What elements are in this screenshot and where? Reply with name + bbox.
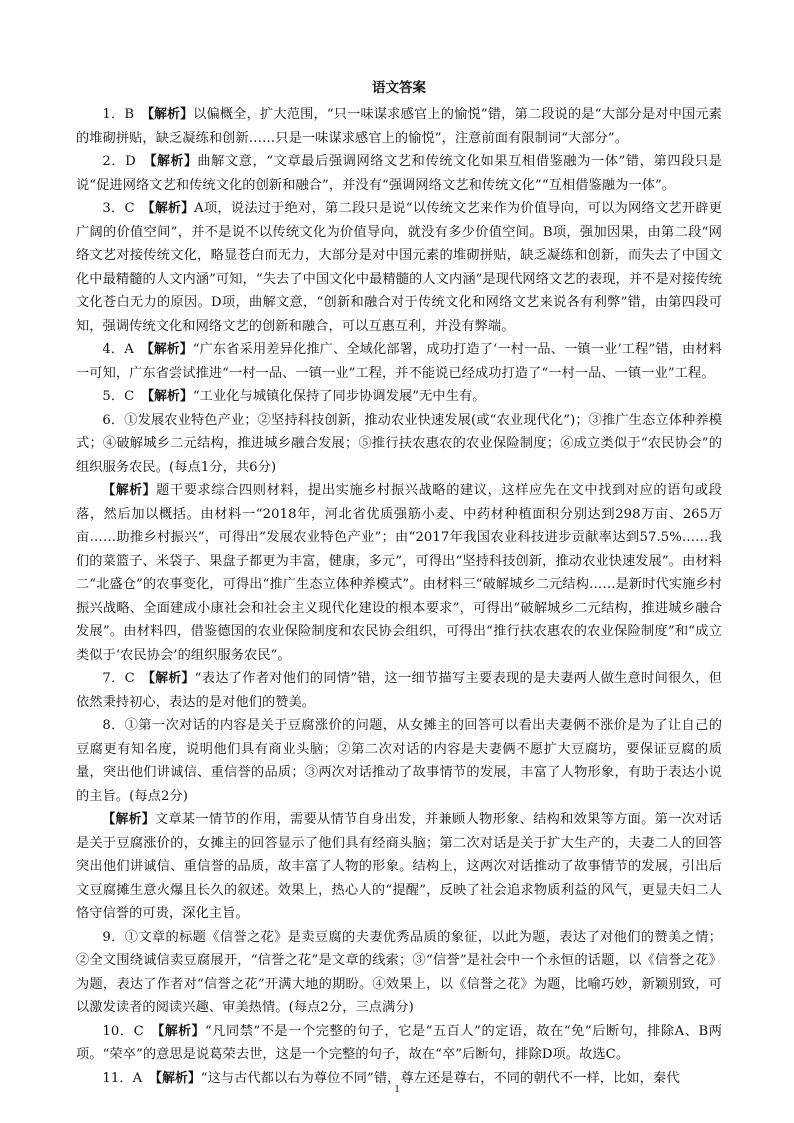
answer-paragraph	[76, 926, 722, 1020]
answer-text: ①文章的标题《信誉之花》是卖豆腐的夫妻优秀品质的象征，以此为题，表达了对他们的赞美之情；②全文围绕诚信卖豆腐展开，“信誉之花”是文章的线索；③“信誉”是社会中一个永恒的话题，以《信誉之花》为题，表达了作者对“信誉之花”开满大地的期盼。④效果上，以《信誉之花》为题，比喻巧妙，新颖别致，可以激发读者的阅读兴趣、审美热情。(每点2分，三点满分)	[76, 929, 722, 1015]
analysis-tag: 【解析】	[102, 483, 157, 498]
analysis-tag: 【解析】	[150, 154, 198, 169]
analysis-tag: 【解析】	[102, 812, 155, 827]
question-number: 6．	[102, 412, 125, 428]
document-page	[76, 78, 722, 1090]
answer-text: 题干要求综合四则材料，提出实施乡村振兴战略的建议，这样应先在文中找到对应的语句或段落，然后加以概括。由材料一“2018年，河北省优质强筋小麦、中药材种植面积分别达到298万亩、265万亩……助推乡村振兴”，可得出“发展农业特色产业”；由“2017年我国农业科技进步贡献率达到57.5%……我们的菜篮子、米袋子、果盘子都更为丰富，健康，多元”，可得出“坚持科技创新，推动农业快速发展”。由材料二“北盛仓”的农事变化，可得出“推广生态立体种养模式”。由材料三“破解城乡二元结构……是新时代实施乡村振兴战略、全面建成小康社会和社会主义现代化建设的根本要求”，可得出“破解城乡二元结构，推进城乡融合发展”。由材料四，借鉴德国的农业保险制度和农民协会组织，可得出“推行扶农惠农的农业保险制度”和“成立类似于‘农民协会’的组织服务农民”。	[76, 483, 722, 663]
answer-paragraph	[76, 667, 722, 714]
question-number: 5．C	[102, 389, 148, 404]
analysis-tag: 【解析】	[148, 671, 195, 686]
answer-text: 以偏概全，扩大范围，“只一味谋求感官上的愉悦”错，第二段说的是“大部分是对中国元素的堆砌拼贴，缺乏凝练和创新……只是一味谋求感官上的愉悦”，注意前面有限制词“大部分”。	[76, 107, 722, 146]
question-number: 11．A	[102, 1070, 156, 1086]
question-number: 7．C	[102, 671, 149, 686]
answer-paragraph	[76, 197, 722, 338]
question-number: 2．D	[102, 154, 151, 169]
answer-paragraph	[76, 385, 722, 409]
analysis-tag: 【解析】	[147, 342, 193, 357]
answer-paragraph	[76, 1020, 722, 1067]
answer-text: ①发展农业特色产业；②坚持科技创新，推动农业快速发展(或“农业现代化”)；③推广生态立体种养模式；④破解城乡二元结构，推进城乡融合发展；⑤推行扶农惠农的农业保险制度；⑥成立类似于“农民协会”的组织服务农民。(每点1分，共6分)	[76, 412, 722, 475]
analysis-tag: 【解析】	[155, 1070, 201, 1086]
answer-text: “这与古代都以右为尊位不同”错，尊左还是尊右，不同的朝代不一样，比如，秦代	[200, 1070, 680, 1086]
answer-text: 文章某一情节的作用，需要从情节自身出发，并兼顾人物形象、结构和效果等方面。第一次对话是关于豆腐涨价的，女摊主的回答显示了他们具有经商头脑；第二次对话是关于扩大生产的，夫妻二人的回答突出他们讲诚信、重信誉的品质，故丰富了人物的形象。结构上，这两次对话推动了故事情节的发展，引出后文豆腐摊生意火爆且长久的叙述。效果上，热心人的“提醒”，反映了社会追求物质利益的风气，更显夫妇二人恪守信誉的可贵，深化主旨。	[76, 812, 722, 921]
question-number: 1．B	[102, 107, 148, 122]
answer-text: ①第一次对话的内容是关于豆腐涨价的问题，从女摊主的回答可以看出夫妻俩不涨价是为了让自己的豆腐更有知名度，说明他们具有商业头脑；②第二次对话的内容是夫妻俩不愿扩大豆腐坊，要保证豆腐的质量，突出他们讲诚信、重信誉的品质；③两次对话推动了故事情节的发展，丰富了人物形象，有助于表达小说的主旨。(每点2分)	[76, 718, 722, 804]
answer-text: A项，说法过于绝对，第二段只是说“以传统文艺来作为价值导向，可以为网络文艺开辟更广阔的价值空间”，并不是说不以传统文化为价值导向，就没有多少价值空间。B项，强加因果，由第二段“网络文艺对接传统文化，略显苍白而无力，大部分是对中国元素的堆砌拼贴，缺乏凝练和创新，而失去了中国文化中最精髓的人文内涵”可知，“失去了中国文化中最精髓的人文内涵”是现代网络文艺的表现，并不是对接传统文化苍白无力的原因。D项，曲解文意，“创新和融合对于传统文化和网络文艺来说各有利弊”错，由第四段可知，强调传统文化和网络文艺的创新和融合，可以互惠互利，并没有弊端。	[76, 201, 723, 334]
answer-paragraph	[76, 479, 722, 667]
answer-paragraph	[76, 714, 722, 808]
answer-text: “表达了作者对他们的同情”错，这一细节描写主要表现的是夫妻两人做生意时间很久，但依然秉持初心，表达的是对他们的赞美。	[76, 671, 722, 710]
answer-text: “凡同禁”不是一个完整的句子，它是“五百人”的定语，故在“免”后断句，排除A、B两项。“荣卒”的意思是说葛荣去世，这是一个完整的句子，故在“卒”后断句，排除D项。故选C。	[76, 1023, 723, 1062]
question-number: 3．C	[102, 201, 149, 216]
analysis-tag: 【解析】	[147, 389, 193, 404]
answer-text: “广东省采用差异化推广、全域化部署，成功打造了‘一村一品、一镇一业’工程”错，由材料一可知，广东省尝试推进“一村一品、一镇一业”工程，并不能说已经成功打造了“一村一品、一镇一业”工程。	[76, 342, 722, 381]
answer-paragraph	[76, 150, 722, 197]
analysis-tag: 【解析】	[148, 201, 195, 216]
answer-list	[76, 103, 722, 1090]
page-title: 语文答案	[372, 80, 426, 96]
answer-paragraph	[76, 808, 722, 926]
page-number: 1	[394, 1083, 400, 1095]
answer-text: “工业化与城镇化保持了同步协调发展”无中生有。	[192, 389, 486, 404]
question-number: 9．	[102, 929, 125, 945]
answer-paragraph	[76, 103, 722, 150]
question-number: 8．	[102, 718, 125, 733]
answer-text: 曲解文意，“文章最后强调网络文艺和传统文化如果互相借鉴融为一体”错，第四段只是说“促进网络文艺和传统文化的创新和融合”，并没有“强调网络文艺和传统文化”“互相借鉴融为一体”。	[76, 154, 722, 193]
question-number: 10．C	[102, 1023, 158, 1039]
analysis-tag: 【解析】	[157, 1023, 205, 1039]
answer-paragraph	[76, 409, 722, 480]
question-number: 4．A	[102, 342, 148, 357]
analysis-tag: 【解析】	[147, 107, 194, 122]
answer-paragraph	[76, 338, 722, 385]
